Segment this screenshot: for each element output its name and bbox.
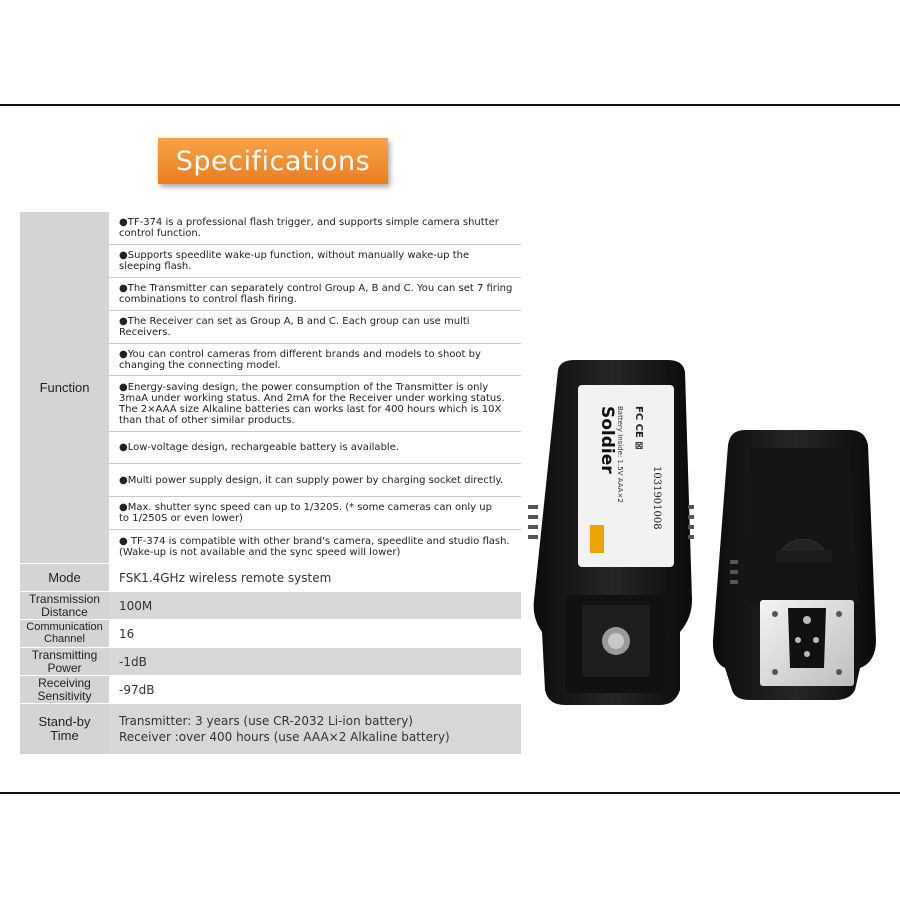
table-row: [20, 676, 521, 704]
spec-label: Transmission Distance: [20, 592, 109, 620]
table-row: [20, 620, 521, 648]
list-item: ●Low-voltage design, rechargeable battery is available.: [109, 432, 521, 464]
page-title: Specifications: [175, 145, 371, 177]
function-label: Function: [20, 212, 109, 564]
list-item: ●The Transmitter can separately control Group A, B and C. You can set 7 firing combinations to control flash firing.: [109, 278, 521, 311]
spec-value: -1dB: [109, 648, 521, 676]
spec-value: FSK1.4GHz wireless remote system: [109, 564, 521, 592]
spec-value: 16: [109, 620, 521, 648]
list-item: ●Energy-saving design, the power consumption of the Transmitter is only 3maA under working status. And 2mA for the Receiver under working status. The 2×AAA size Alkaline batteries can works last for 400 hours which is 10X than that of other similar products.: [109, 376, 521, 432]
function-row: [20, 212, 521, 564]
list-item: ● TF-374 is compatible with other brand's camera, speedlite and studio flash. (Wake-up is not available and the sync speed will lower): [119, 535, 510, 558]
spec-label: Transmitting Power: [20, 648, 109, 676]
spec-value: Transmitter: 3 years (use CR-2032 Li-ion battery) Receiver :over 400 hours (use AAA×2 Alkaline battery): [109, 704, 521, 754]
list-item: ●TF-374 is a professional flash trigger, and supports simple camera shutter control function.: [109, 212, 521, 245]
table-row: [20, 564, 521, 592]
brand-badge: [590, 525, 604, 553]
list-item: ●The Receiver can set as Group A, B and C. Each group can use multi Receivers.: [109, 311, 521, 344]
spec-label: Communication Channel: [20, 620, 109, 648]
function-list: [109, 212, 521, 564]
serial-number: 1031901008: [651, 466, 662, 530]
receiver-device: [713, 430, 876, 700]
bottom-divider: [0, 792, 900, 794]
spec-label: Stand-by Time: [20, 704, 109, 754]
spec-value: -97dB: [109, 676, 521, 704]
transmitter-device: [528, 360, 694, 705]
trigger-devices-illustration: [520, 350, 900, 720]
spec-label: Mode: [20, 564, 109, 592]
table-row: [20, 704, 521, 754]
table-row: [20, 648, 521, 676]
list-item: ●You can control cameras from different brands and models to shoot by changing the connecting model.: [109, 344, 521, 376]
top-divider: [0, 104, 900, 106]
certification-marks: FC CE ⊠: [633, 406, 644, 450]
spec-label: Receiving Sensitivity: [20, 676, 109, 704]
spec-table: [20, 212, 521, 754]
product-photo: [520, 350, 900, 720]
specifications-banner: [158, 138, 388, 184]
list-item: ●Supports speedlite wake-up function, without manually wake-up the sleeping flash.: [109, 245, 521, 278]
list-item: ●Multi power supply design, it can supply power by charging socket directly.: [109, 464, 521, 497]
spec-value: 100M: [109, 592, 521, 620]
list-item: ●Max. shutter sync speed can up to 1/320S. (* some cameras can only up to 1/250S or even lower): [109, 497, 521, 530]
table-row: [20, 592, 521, 620]
model-name: Soldier: [597, 406, 617, 474]
battery-text: Battery Inside: 1.5V AAA×2: [616, 406, 624, 503]
